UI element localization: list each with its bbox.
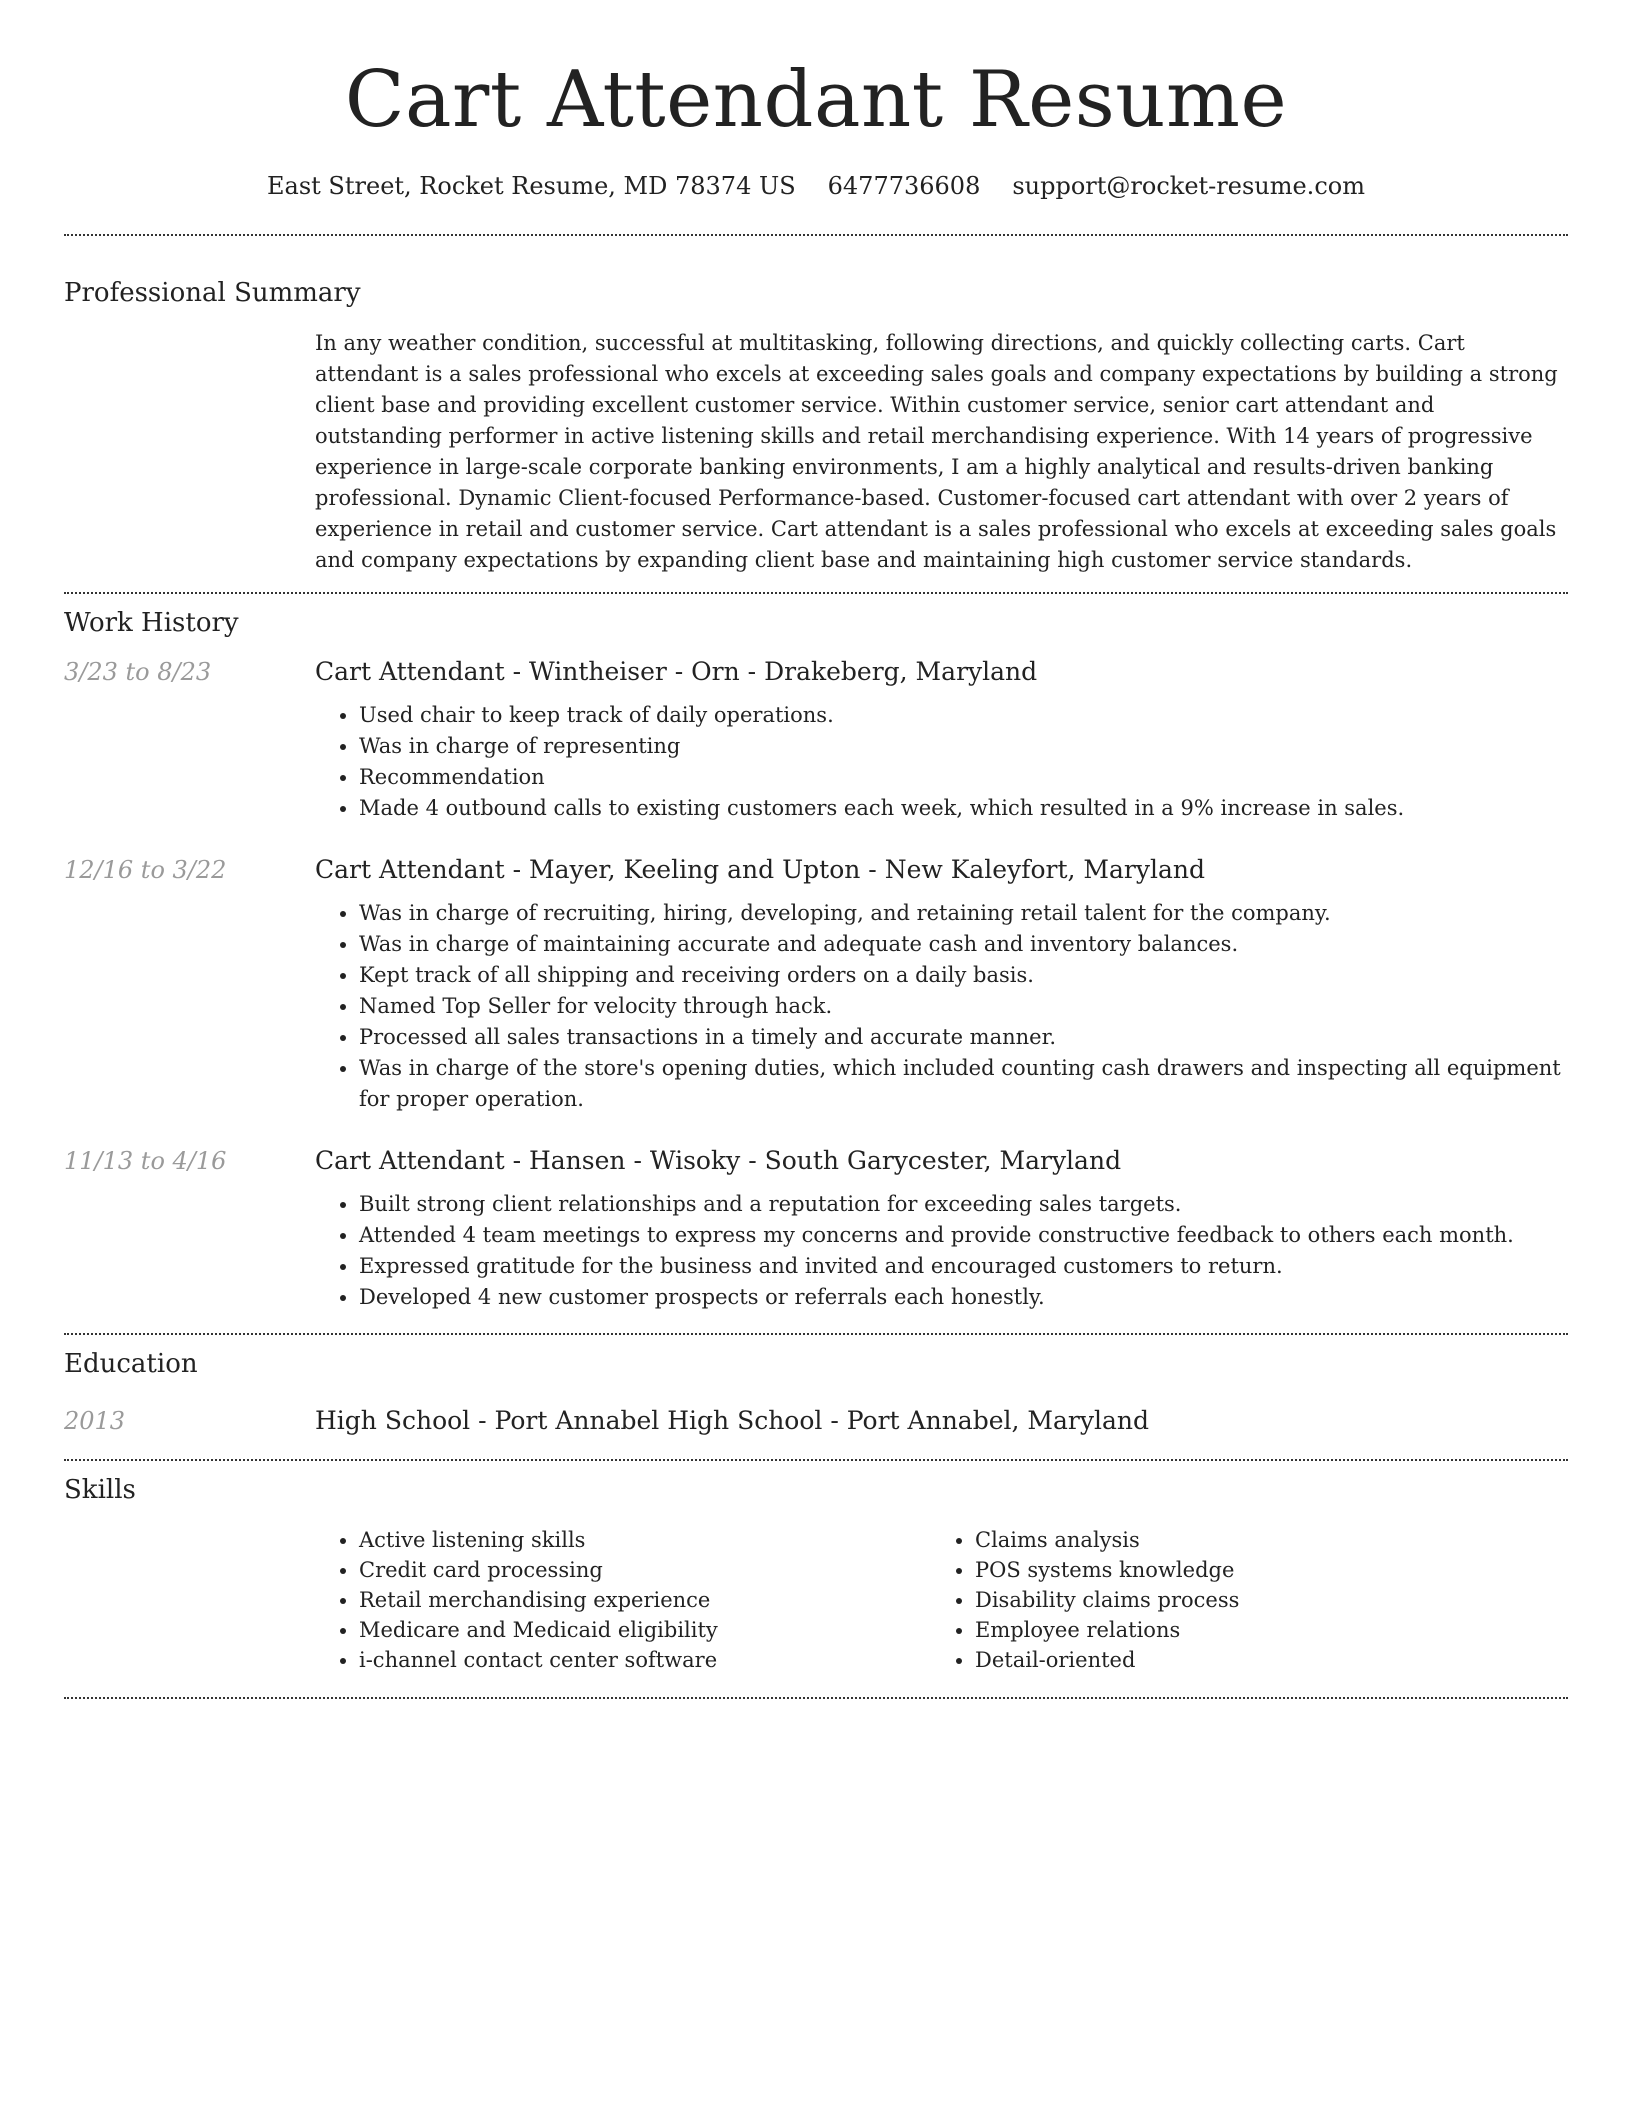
- education-school: - Port Annabel High School - Port Annabel, Maryland: [470, 1406, 1149, 1435]
- skill-item: • i-channel contact center software: [359, 1645, 931, 1675]
- job-bullets: [315, 700, 1568, 824]
- education-entry: [64, 1403, 1568, 1439]
- work-history-heading: Work History: [64, 608, 239, 638]
- skill-item: • Employee relations: [975, 1615, 1547, 1645]
- section-divider: [64, 1459, 1568, 1461]
- job-dates: 12/16 to 3/22: [64, 856, 227, 884]
- contact-address: East Street, Rocket Resume, MD 78374 US: [267, 172, 796, 200]
- skill-item: • Detail-oriented: [975, 1645, 1547, 1675]
- job-entry: [64, 1143, 1568, 1313]
- job-bullet: • Built strong client relationships and a reputation for exceeding sales targets.: [359, 1189, 1568, 1220]
- education-details: [315, 1403, 1568, 1439]
- job-bullet: • Was in charge of the store's opening duties, which included counting cash drawers and inspecting all equipment for proper operation.: [359, 1053, 1568, 1115]
- skill-item: • POS systems knowledge: [975, 1555, 1547, 1585]
- job-details: [315, 852, 1568, 1115]
- summary-section: [64, 276, 1568, 592]
- skill-item: • Credit card processing: [359, 1555, 931, 1585]
- summary-heading: Professional Summary: [64, 278, 361, 308]
- skill-item: • Disability claims process: [975, 1585, 1547, 1615]
- job-bullet: • Kept track of all shipping and receiving orders on a daily basis.: [359, 960, 1568, 991]
- section-divider: [64, 1333, 1568, 1335]
- job-bullet: • Was in charge of representing: [359, 731, 1568, 762]
- job-bullet: • Expressed gratitude for the business and invited and encouraged customers to return.: [359, 1251, 1568, 1282]
- skill-item: • Retail merchandising experience: [359, 1585, 931, 1615]
- job-details: [315, 1143, 1568, 1313]
- education-section: [64, 1347, 1568, 1459]
- job-bullet: • Was in charge of maintaining accurate and adequate cash and inventory balances.: [359, 929, 1568, 960]
- skills-columns: [315, 1525, 1568, 1697]
- contact-email: support@rocket-resume.com: [1012, 172, 1365, 200]
- section-divider: [64, 592, 1568, 594]
- job-bullet: • Named Top Seller for velocity through hack.: [359, 991, 1568, 1022]
- skill-item: • Claims analysis: [975, 1525, 1547, 1555]
- job-heading: Cart Attendant - Mayer, Keeling and Upton - New Kaleyfort, Maryland: [315, 855, 1205, 884]
- job-bullet: • Developed 4 new customer prospects or referrals each honestly.: [359, 1282, 1568, 1313]
- education-heading-line: [315, 1403, 1568, 1439]
- job-bullets: [315, 1189, 1568, 1313]
- job-bullet: • Made 4 outbound calls to existing customers each week, which resulted in a 9% increase in sales.: [359, 793, 1568, 824]
- skills-section: [64, 1473, 1568, 1697]
- contact-line: [64, 170, 1568, 202]
- skills-heading: Skills: [64, 1475, 136, 1505]
- contact-phone: 6477736608: [827, 172, 981, 200]
- job-bullet: • Used chair to keep track of daily operations.: [359, 700, 1568, 731]
- job-bullets: [315, 898, 1568, 1115]
- section-divider: [64, 234, 1568, 236]
- job-heading: Cart Attendant - Wintheiser - Orn - Drakeberg, Maryland: [315, 657, 1038, 686]
- summary-text: In any weather condition, successful at multitasking, following directions, and quickly collecting carts. Cart attendant is a sales professional who excels at exceeding sales goals and company expectations by building a strong client base and providing excellent customer service. Within customer service, senior cart attendant and outstanding performer in active listening skills and retail merchandising experience. With 14 years of progressive experience in large-scale corporate banking environments, I am a highly analytical and results-driven banking professional. Dynamic Client-focused Performance-based. Customer-focused cart attendant with over 2 years of experience in retail and customer service. Cart attendant is a sales professional who excels at exceeding sales goals and company expectations by expanding client base and maintaining high customer service standards.: [315, 331, 1558, 572]
- section-divider: [64, 1697, 1568, 1699]
- education-degree: High School: [315, 1406, 471, 1435]
- job-details: [315, 654, 1568, 824]
- skills-list-left: [315, 1525, 931, 1675]
- education-year: 2013: [64, 1407, 126, 1435]
- resume-title: Cart Attendant Resume: [344, 55, 1288, 145]
- job-bullet: • Was in charge of recruiting, hiring, developing, and retaining retail talent for the company.: [359, 898, 1568, 929]
- work-history-section: [64, 606, 1568, 1333]
- job-entry: [64, 852, 1568, 1115]
- education-heading: Education: [64, 1349, 198, 1379]
- job-dates: 3/23 to 8/23: [64, 658, 212, 686]
- job-bullet: • Recommendation: [359, 762, 1568, 793]
- job-entry: [64, 654, 1568, 824]
- job-heading: Cart Attendant - Hansen - Wisoky - South Garycester, Maryland: [315, 1146, 1122, 1175]
- job-bullet: • Attended 4 team meetings to express my concerns and provide constructive feedback to others each month.: [359, 1220, 1568, 1251]
- skills-list-right: [931, 1525, 1547, 1675]
- skill-item: • Medicare and Medicaid eligibility: [359, 1615, 931, 1645]
- job-bullet: • Processed all sales transactions in a timely and accurate manner.: [359, 1022, 1568, 1053]
- skill-item: • Active listening skills: [359, 1525, 931, 1555]
- job-dates: 11/13 to 4/16: [64, 1147, 227, 1175]
